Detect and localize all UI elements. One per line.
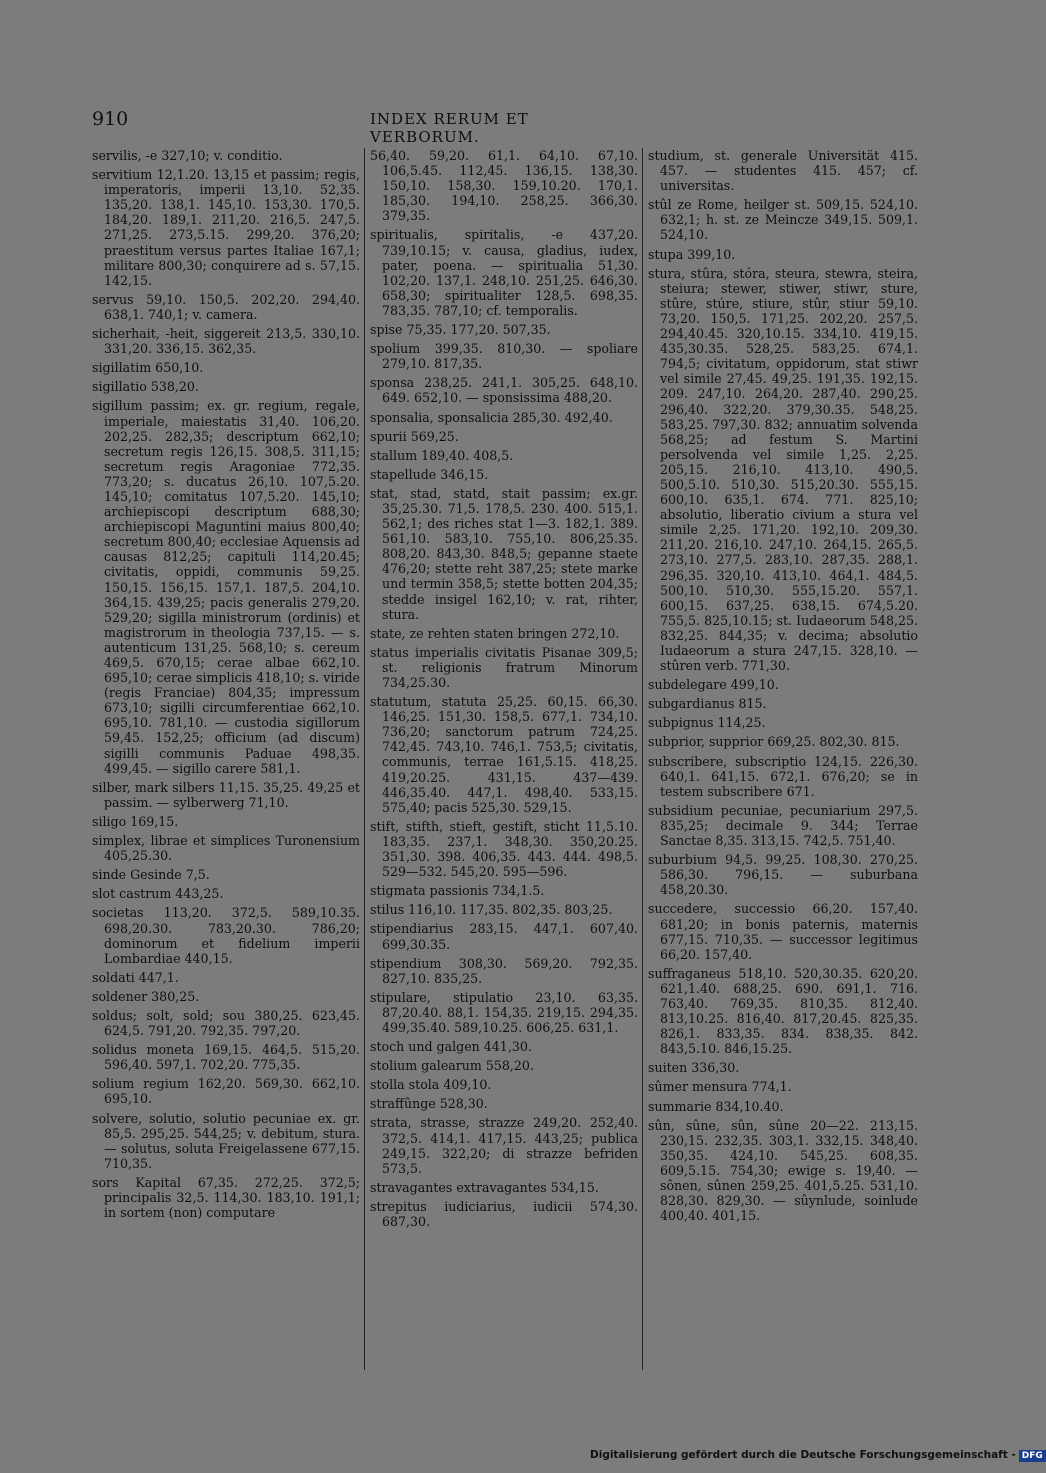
index-entry: sûn, sûne, sûn, sûne 20—22. 213,15. 230,15. 232,35. 303,1. 332,15. 348,40. 350,35. 424,10. 545,25. 608,35. 609,5.15. 754,30; ewige s. 19,40. — sônen, sûnen 259,25. 401,5.25. 531,10. 828,30. 829,30. — sûynlude, soinlude 400,40. 401,15. — [648, 1117, 918, 1224]
index-entry: soldener 380,25. — [92, 988, 200, 1004]
index-entry: straffûnge 528,30. — [370, 1096, 488, 1112]
index-entry: solvere, solutio, solutio pecuniae ex. gr. 85,5. 295,25. 544,25; v. debitum, stura. — solutus, soluta Freigelassene 677,15. 710,35. — [92, 1110, 360, 1171]
index-entry: solium regium 162,20. 569,30. 662,10. 695,10. — [92, 1076, 360, 1107]
index-column-3 — [648, 148, 918, 1227]
index-entry: stigmata passionis 734,1.5. — [370, 883, 545, 899]
index-entry: stilus 116,10. 117,35. 802,35. 803,25. — [370, 902, 613, 918]
index-entry: stupa 399,10. — [648, 246, 736, 262]
index-entry: strepitus iudiciarius, iudicii 574,30. 687,30. — [370, 1198, 638, 1229]
index-entry: suburbium 94,5. 99,25. 108,30. 270,25. 586,30. 796,15. — suburbana 458,20.30. — [648, 852, 918, 898]
index-entry: status imperialis civitatis Pisanae 309,5; st. religionis fratrum Minorum 734,25.30. — [370, 644, 638, 690]
page-number: 910 — [92, 108, 129, 130]
index-entry: siligo 169,15. — [92, 813, 179, 829]
index-entry: stûl ze Rome, heilger st. 509,15. 524,10. 632,1; h. st. ze Meincze 349,15. 509,1. 524,10. — [648, 197, 918, 243]
index-entry: sponsa 238,25. 241,1. 305,25. 648,10. 649. 652,10. — sponsissima 488,20. — [370, 375, 638, 406]
index-entry: sicherhait, -heit, siggereit 213,5. 330,10. 331,20. 336,15. 362,35. — [92, 326, 360, 357]
index-column-2 — [370, 148, 638, 1233]
index-entry: stolla stola 409,10. — [370, 1077, 492, 1093]
index-entry: stipendium 308,30. 569,20. 792,35. 827,10. 835,25. — [370, 955, 638, 986]
index-entry: suiten 336,30. — [648, 1060, 740, 1076]
index-entry: servitium 12,1.20. 13,15 et passim; regis, imperatoris, imperii 13,10. 52,35. 135,20. 138,1. 145,10. 153,30. 170,5. 184,20. 189,1. 211,20. 216,5. 247,5. 271,25. 273,5.15. 299,20. 376,20; praestitum versus partes Italiae 167,1; militare 800,30; conquirere ad s. 57,15. 142,15. — [92, 167, 360, 288]
index-entry: sponsalia, sponsalicia 285,30. 492,40. — [370, 409, 613, 425]
index-column-1 — [92, 148, 360, 1224]
index-entry: succedere, successio 66,20. 157,40. 681,20; in bonis paternis, maternis 677,15. 710,35. — successor legitimus 66,20. 157,40. — [648, 901, 918, 962]
index-entry: studium, st. generale Universität 415. 457. — studentes 415. 457; cf. universitas. — [648, 148, 918, 194]
column-rule — [364, 148, 365, 1370]
footer-text: Digitalisierung gefördert durch die Deutsche Forschungsgemeinschaft - — [590, 1449, 1016, 1461]
index-entry: stapellude 346,15. — [370, 466, 489, 482]
index-entry: sûmer mensura 774,1. — [648, 1079, 792, 1095]
index-entry: stipendiarius 283,15. 447,1. 607,40. 699,30.35. — [370, 921, 638, 952]
index-entry: spiritualis, spiritalis, -e 437,20. 739,10.15; v. causa, gladius, iudex, pater, poena. — spiritualia 51,30. 102,20. 137,1. 248,10. 251,25. 646,30. 658,30; spiritualiter 128,5. 698,35. 783,35. 787,10; cf. temporalis. — [370, 227, 638, 318]
index-entry: slot castrum 443,25. — [92, 886, 224, 902]
index-entry: silber, mark silbers 11,15. 35,25. 49,25 et passim. — sylberwerg 71,10. — [92, 779, 360, 810]
index-entry: subprior, supprior 669,25. 802,30. 815. — [648, 734, 900, 750]
index-entry: subgardianus 815. — [648, 696, 767, 712]
index-entry: suffraganeus 518,10. 520,30.35. 620,20. 621,1.40. 688,25. 690. 691,1. 716. 763,40. 769,35. 810,35. 812,40. 813,10.25. 816,40. 817,20.45. 825,35. 826,1. 833,35. 834. 838,35. 842. 843,5.10. 846,15.25. — [648, 965, 918, 1057]
index-entry: subpignus 114,25. — [648, 715, 766, 731]
index-entry: sinde Gesinde 7,5. — [92, 867, 210, 883]
index-entry: subscribere, subscriptio 124,15. 226,30. 640,1. 641,15. 672,1. 676,20; se in testem subscribere 671. — [648, 753, 918, 799]
index-entry: stat, stad, statd, stait passim; ex.gr. 35,25.30. 71,5. 178,5. 230. 400. 515,1. 562,1; des riches stat 1—3. 182,1. 389. 561,10. 583,10. 755,10. 806,25.35. 808,20. 843,30. 848,5; gepanne staete 476,20; stette reht 387,25; stete marke und termin 358,5; stette botten 204,35; stedde insigel 162,10; v. rat, rihter, stura. — [370, 485, 638, 622]
index-entry: servilis, -e 327,10; v. conditio. — [92, 148, 283, 163]
index-entry: spise 75,35. 177,20. 507,35. — [370, 322, 551, 338]
index-entry: simplex, librae et simplices Turonensium 405,25.30. — [92, 833, 360, 864]
index-entry: subsidium pecuniae, pecuniarium 297,5. 835,25; decimale 9. 344; Terrae Sanctae 8,35. 313,15. 742,5. 751,40. — [648, 802, 918, 849]
index-entry: stift, stifth, stieft, gestift, sticht 11,5.10. 183,35. 237,1. 348,30. 350,20.25. 351,30. 398. 406,35. 443. 444. 498,5. 529—532. 545,20. 595—596. — [370, 818, 638, 880]
dfg-logo: DFG — [1019, 1450, 1046, 1462]
index-entry: subdelegare 499,10. — [648, 677, 779, 693]
index-entry: servus 59,10. 150,5. 202,20. 294,40. 638,1. 740,1; v. camera. — [92, 291, 360, 322]
index-entry: state, ze rehten staten bringen 272,10. — [370, 625, 620, 641]
index-entry: stravagantes extravagantes 534,15. — [370, 1179, 599, 1195]
index-entry: sors Kapital 67,35. 272,25. 372,5; principalis 32,5. 114,30. 183,10. 191,1; in sortem (non) computare — [92, 1174, 360, 1221]
index-entry: solidus moneta 169,15. 464,5. 515,20. 596,40. 597,1. 702,20. 775,35. — [92, 1042, 360, 1073]
index-entry: societas 113,20. 372,5. 589,10.35. 698,20.30. 783,20.30. 786,20; dominorum et fidelium imperii Lombardiae 440,15. — [92, 905, 360, 966]
index-entry: stura, stûra, stóra, steura, stewra, steira, steiura; stewer, stiwer, stiwr, sture, stûre, stúre, stiure, stûr, stiur 59,10. 73,20. 150,5. 171,25. 202,20. 257,5. 294,40.45. 320,10.15. 334,10. 419,15. 435,30.35. 528,25. 583,25. 674,1. 794,5; civitatum, oppidorum, stat stiwr vel simile 27,45. 49,25. 191,35. 192,15. 209. 247,10. 264,20. 287,40. 290,25. 296,40. 322,20. 379,30.35. 548,25. 583,25. 797,30. 832; annuatim solvenda 568,25; ad festum S. Martini persolvenda vel simile 1,25. 2,25. 205,15. 216,10. 413,10. 490,5. 500,5.10. 510,30. 515,20.30. 555,15. 600,10. 635,1. 674. 771. 825,10; absolutio, liberatio civium a stura vel simile 2,25. 171,20. 192,10. 209,30. 211,20. 216,10. 247,10. 264,15. 265,5. 273,10. 277,5. 283,10. 287,35. 288,1. 296,35. 320,10. 413,10. 464,1. 484,5. 500,10. 510,30. 555,15.20. 557,1. 600,15. 637,25. 638,15. 674,5.20. 755,5. 825,10.15; st. Iudaeorum 548,25. 832,25. 844,35; v. decima; absolutio Iudaeorum a stura 247,15. 328,10. — stûren verb. 771,30. — [648, 265, 918, 674]
index-entry: stolium galearum 558,20. — [370, 1058, 534, 1074]
index-entry: spolium 399,35. 810,30. — spoliare 279,10. 817,35. — [370, 341, 638, 372]
index-entry: soldus; solt, sold; sou 380,25. 623,45. 624,5. 791,20. 792,35. 797,20. — [92, 1007, 360, 1039]
index-entry: sigillatio 538,20. — [92, 379, 199, 395]
index-entry: soldati 447,1. — [92, 969, 179, 985]
index-entry: 56,40. 59,20. 61,1. 64,10. 67,10. 106,5.45. 112,45. 136,15. 138,30. 150,10. 158,30. 159,10.20. 170,1. 185,30. 194,10. 258,25. 366,30. 379,35. — [370, 148, 638, 224]
index-entry: summarie 834,10.40. — [648, 1098, 784, 1114]
index-entry: spurii 569,25. — [370, 428, 459, 444]
index-entry: stoch und galgen 441,30. — [370, 1039, 532, 1055]
index-entry: sigillatim 650,10. — [92, 360, 204, 376]
index-entry: statutum, statuta 25,25. 60,15. 66,30. 146,25. 151,30. 158,5. 677,1. 734,10. 736,20; sanctorum patrum 724,25. 742,45. 743,10. 746,1. 753,5; civitatis, communis, terrae 161,5.15. 418,25. 419,20.25. 431,15. 437—439. 446,35.40. 447,1. 498,40. 533,15. 575,40; pacis 525,30. 529,15. — [370, 694, 638, 815]
page-header — [92, 108, 638, 146]
index-entry: sigillum passim; ex. gr. regium, regale, imperiale, maiestatis 31,40. 106,20. 202,25. 282,35; descriptum 662,10; secretum regis 126,15. 308,5. 311,15; secretum regis Aragoniae 772,35. 773,20; s. ducatus 26,10. 107,5.20. 145,10; comitatus 107,5.20. 145,10; archiepiscopi descriptum 688,30; archiepiscopi Maguntini maius 800,40; secretum 800,40; ecclesiae Aquensis ad causas 812,25; capituli 114,20.45; civitatis, oppidi, communis 59,25. 150,15. 156,15. 157,1. 187,5. 204,10. 364,15. 439,25; pacis generalis 279,20. 529,20; sigilla ministrorum (ordinis) et magistrorum in theologia 737,15. — s. autenticum 131,25. 568,10; s. cereum 469,5. 670,15; cerae albae 662,10. 695,10; cerae simplicis 418,10; s. viride (regis Franciae) 804,35; impressum 673,10; sigilli circumferentiae 662,10. 695,10. 781,10. — custodia sigillorum 59,45. 152,25; officium (ad discum) sigilli communis Paduae 498,35. 499,45. — sigillo carere 581,1. — [92, 398, 360, 776]
index-entry: strata, strasse, strazze 249,20. 252,40. 372,5. 414,1. 417,15. 443,25; publica 249,15. 322,20; di strazze befriden 573,5. — [370, 1115, 638, 1176]
index-entry: stallum 189,40. 408,5. — [370, 447, 514, 463]
footer-credit — [590, 1449, 1046, 1462]
index-entry: stipulare, stipulatio 23,10. 63,35. 87,20.40. 88,1. 154,35. 219,15. 294,35. 499,35.40. 589,10.25. 606,25. 631,1. — [370, 989, 638, 1035]
running-title: INDEX RERUM ET VERBORUM. — [370, 110, 529, 146]
column-rule — [642, 148, 643, 1370]
